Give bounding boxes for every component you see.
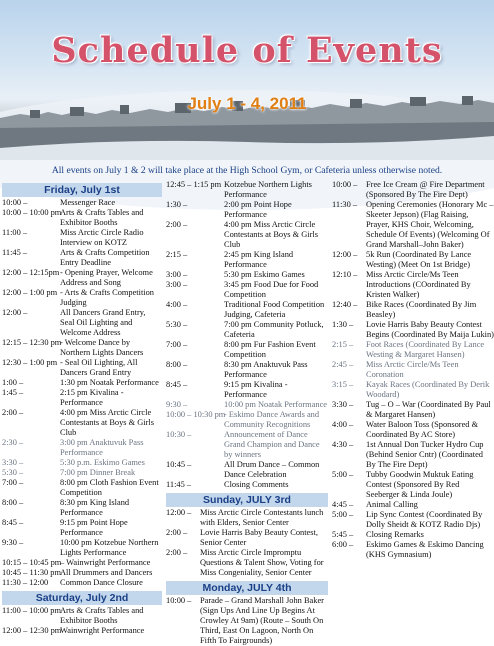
monday-events bbox=[166, 596, 328, 646]
entry-description: Bike Races (Coordinated By Jim Beasley) bbox=[366, 300, 477, 319]
entry-time: 10:15 – 10:45 pm bbox=[2, 558, 62, 567]
entry-description: Water Baloon Toss (Sponsored & Coordinated By AC Store) bbox=[366, 420, 479, 439]
entry-description: Lovie Harris Baby Beauty Contest, Senior Center bbox=[200, 528, 318, 547]
entry-time: 8:45 – bbox=[166, 380, 188, 389]
friday-events bbox=[2, 198, 162, 588]
schedule-entry bbox=[332, 300, 494, 320]
schedule-entry bbox=[332, 510, 494, 530]
schedule-entry bbox=[2, 498, 162, 518]
entry-description: Wainwright Performance bbox=[60, 626, 145, 635]
schedule-entry bbox=[332, 250, 494, 270]
schedule-entry bbox=[2, 228, 162, 248]
entry-time: 10:45 – bbox=[166, 460, 192, 469]
entry-description: 5:30 pm Eskimo Games bbox=[224, 270, 305, 279]
entry-time: 2:30 – bbox=[2, 438, 24, 447]
entry-description: Miss Arctic Circle/Ms Teen Coronation bbox=[366, 360, 459, 379]
entry-time: 2:00 – bbox=[166, 220, 188, 229]
entry-description: All Dancers Grand Entry, Seal Oil Lighting and Welcome Address bbox=[60, 308, 146, 337]
schedule-entry bbox=[2, 198, 162, 208]
schedule-entry bbox=[2, 208, 162, 228]
schedule-entry bbox=[166, 200, 328, 220]
entry-time: 5:30 – bbox=[166, 320, 188, 329]
entry-time: 11:30 – 12:00 bbox=[2, 578, 49, 587]
entry-time: 12:00 – 12:15pm bbox=[2, 268, 60, 277]
entry-time: 3:30 – bbox=[332, 400, 354, 409]
schedule-entry bbox=[332, 530, 494, 540]
entry-time: 1:45 – bbox=[2, 388, 24, 397]
schedule-entry bbox=[166, 280, 328, 300]
schedule-entry bbox=[166, 340, 328, 360]
schedule-entry bbox=[166, 400, 328, 410]
entry-description: 2:00 pm Point Hope Performance bbox=[224, 200, 292, 219]
entry-time: 7:00 – bbox=[166, 340, 188, 349]
entry-description: Common Dance Closure bbox=[60, 578, 143, 587]
page-title: Schedule of Events bbox=[51, 30, 443, 71]
entry-time: 11:00 – bbox=[2, 228, 28, 237]
entry-time: 10:00 – 10:30 pm bbox=[166, 410, 226, 419]
entry-time: 3:00 – bbox=[166, 280, 188, 289]
entry-time: 12:45 – 1:15 pm bbox=[166, 180, 222, 189]
entry-description: Miss Arctic Circle Radio Interview on KOTZ bbox=[60, 228, 144, 247]
location-notice: All events on July 1 & 2 will take place at the High School Gym, or Cafeteria unless otherwise noted. bbox=[51, 165, 443, 176]
entry-description: 4:00 pm Miss Arctic Circle Contestants at Boys & Girls Club bbox=[224, 220, 318, 249]
schedule-entry bbox=[166, 480, 328, 490]
entry-description: Lovie Harris Baby Beauty Contest Begins (Coordinated By Maija Lukin) bbox=[366, 320, 494, 339]
schedule-entry bbox=[166, 596, 328, 646]
entry-description: Kayak Races (Coordinated By Derik Woodard) bbox=[366, 380, 490, 399]
entry-description: Traditional Food Competition Judging, Cafeteria bbox=[224, 300, 325, 319]
schedule-entry bbox=[2, 568, 162, 578]
schedule-entry bbox=[332, 270, 494, 300]
entry-time: 6:00 – bbox=[332, 540, 354, 549]
entry-time: 5:00 – bbox=[332, 470, 354, 479]
entry-time: 7:00 – bbox=[2, 478, 24, 487]
schedule-entry bbox=[166, 360, 328, 380]
entry-time: 5:30 – bbox=[2, 468, 24, 477]
schedule-entry bbox=[2, 288, 162, 308]
entry-description: 8:00 pm Cloth Fashion Event Competition bbox=[60, 478, 159, 497]
schedule-entry bbox=[166, 250, 328, 270]
entry-description: Miss Arctic Circle Impromptu Questions & Talent Show, Voting for Miss Congeniality, Senior Center bbox=[200, 548, 324, 577]
schedule-entry bbox=[332, 180, 494, 200]
entry-time: 1:30 – bbox=[332, 320, 354, 329]
entry-time: 12:10 – bbox=[332, 270, 358, 279]
schedule-entry bbox=[2, 408, 162, 438]
sunday-events bbox=[166, 508, 328, 578]
schedule-entry bbox=[332, 380, 494, 400]
entry-time: 10:00 – 10:00 pm bbox=[2, 208, 62, 217]
entry-time: 4:45 – bbox=[332, 500, 354, 509]
entry-time: 12:00 – bbox=[332, 250, 358, 259]
entry-time: 10:00 – bbox=[332, 180, 358, 189]
entry-time: 1:30 – bbox=[166, 200, 188, 209]
schedule-entry bbox=[332, 500, 494, 510]
schedule-entry bbox=[166, 528, 328, 548]
entry-description: Arts & Crafts Competition Entry Deadline bbox=[60, 248, 150, 267]
entry-time: 4:00 – bbox=[166, 300, 188, 309]
schedule-entry bbox=[2, 558, 162, 568]
entry-time: 2:00 – bbox=[2, 408, 24, 417]
entry-time: 3:15 – bbox=[332, 380, 354, 389]
entry-description: – Wainwright Performance bbox=[60, 558, 151, 567]
entry-time: 11:45 – bbox=[2, 248, 28, 257]
day-heading-friday: Friday, July 1st bbox=[2, 183, 162, 197]
schedule-column-3 bbox=[332, 180, 494, 640]
entry-description: 4:00 pm Miss Arctic Circle Contestants at Boys & Girls Club bbox=[60, 408, 154, 437]
entry-description: Foot Races (Coordinated By Lance Westing & Margaret Hansen) bbox=[366, 340, 485, 359]
schedule-entry bbox=[2, 538, 162, 558]
schedule-entry bbox=[166, 548, 328, 578]
entry-time: 2:15 – bbox=[166, 250, 188, 259]
entry-description: All Drum Dance – Common Dance Celebration bbox=[224, 460, 320, 479]
entry-time: 9:30 – bbox=[2, 538, 24, 547]
schedule-entry bbox=[332, 340, 494, 360]
schedule-entry bbox=[2, 338, 162, 358]
entry-description: 10:00 pm Noatak Performance bbox=[224, 400, 328, 409]
schedule-entry bbox=[166, 220, 328, 250]
entry-time: 8:45 – bbox=[2, 518, 24, 527]
entry-description: Messenger Race bbox=[60, 198, 116, 207]
schedule-entry bbox=[166, 180, 328, 200]
entry-time: 3:30 – bbox=[2, 458, 24, 467]
schedule-entry bbox=[166, 300, 328, 320]
entry-description: Closing Remarks bbox=[366, 530, 424, 539]
schedule-entry bbox=[166, 460, 328, 480]
entry-time: 12:00 – bbox=[2, 308, 28, 317]
entry-description: 3:00 pm Anaktuvuk Pass Performance bbox=[60, 438, 144, 457]
schedule-entry bbox=[332, 320, 494, 340]
entry-description: Tubby Goodwin Muktuk Eating Contest (Sponsored By Red Seeberger & Linda Joule) bbox=[366, 470, 474, 499]
entry-time: 2:45 – bbox=[332, 360, 354, 369]
entry-description: - Seal Oil Lighting, All Dancers Grand Entry bbox=[60, 358, 138, 377]
schedule-entry bbox=[2, 606, 162, 626]
entry-time: 2:15 – bbox=[332, 340, 354, 349]
schedule-entry bbox=[2, 478, 162, 498]
entry-description: Arts & Crafts Tables and Exhibitor Booths bbox=[60, 606, 144, 625]
entry-description: Kotzebue Northern Lights Performance bbox=[224, 180, 312, 199]
saturday-events-continued bbox=[166, 180, 328, 490]
entry-time: 4:30 – bbox=[332, 440, 354, 449]
entry-time: 2:00 – bbox=[166, 528, 188, 537]
schedule-entry bbox=[2, 578, 162, 588]
schedule-entry bbox=[166, 380, 328, 400]
entry-description: - Welcome Dance by Northern Lights Dancers bbox=[60, 338, 144, 357]
schedule-entry bbox=[2, 248, 162, 268]
schedule-entry bbox=[2, 388, 162, 408]
entry-description: Announcement of Dance Grand Champion and Dance by winners bbox=[224, 430, 320, 459]
entry-time: 11:30 – bbox=[332, 200, 358, 209]
schedule-entry bbox=[166, 508, 328, 528]
schedule-column-1 bbox=[2, 180, 162, 640]
schedule-entry bbox=[2, 378, 162, 388]
entry-description: Closing Comments bbox=[224, 480, 289, 489]
schedule-entry bbox=[2, 358, 162, 378]
entry-time: 12:00 – 12:30 pm bbox=[2, 626, 62, 635]
entry-description: 7:00 pm Community Potluck, Cafeteria bbox=[224, 320, 324, 339]
entry-description: 9:15 pm Point Hope Performance bbox=[60, 518, 128, 537]
entry-time: 1:00 – bbox=[2, 378, 24, 387]
entry-description: 3:45 pm Food Due for Food Competition bbox=[224, 280, 319, 299]
entry-description: 5:30 p.m. Eskimo Games bbox=[60, 458, 145, 467]
header-banner bbox=[0, 0, 494, 160]
entry-time: 5:00 – bbox=[332, 510, 354, 519]
schedule-entry bbox=[2, 518, 162, 538]
schedule-entry bbox=[332, 540, 494, 560]
town-scenery-illustration bbox=[0, 0, 494, 160]
entry-time: 12:15 – 12:30 pm bbox=[2, 338, 62, 347]
entry-description: Free Ice Cream @ Fire Department (Sponsored By The Fire Dept) bbox=[366, 180, 485, 199]
entry-description: 8:00 pm Fur Fashion Event Competition bbox=[224, 340, 316, 359]
entry-description: 2:15 pm Kivalina - Performance bbox=[60, 388, 124, 407]
schedule-entry bbox=[166, 270, 328, 280]
entry-description: Miss Arctic Circle Contestants lunch with Elders, Senior Center bbox=[200, 508, 324, 527]
entry-description: 8:30 pm Anaktuvuk Pass Performance bbox=[224, 360, 308, 379]
schedule-entry bbox=[166, 430, 328, 460]
entry-description: Tug – O – War (Coordinated By Paul & Margaret Hansen) bbox=[366, 400, 491, 419]
entry-description: 2:45 pm King Island Performance bbox=[224, 250, 294, 269]
entry-time: 9:30 – bbox=[166, 400, 188, 409]
schedule-entry bbox=[166, 410, 328, 430]
entry-description: 1st Annual Don Tucker Hydro Cup (Behind Senior Cntr) (Coordinated By The Fire Dept) bbox=[366, 440, 484, 469]
schedule-entry bbox=[332, 440, 494, 470]
entry-time: 10:00 – bbox=[166, 596, 192, 605]
entry-time: 12:00 – bbox=[166, 508, 192, 517]
entry-description: Lip Sync Contest (Coordinated By Dolly Sheidt & KOTZ Radio Djs) bbox=[366, 510, 483, 529]
entry-description: All Drummers and Dancers bbox=[60, 568, 153, 577]
schedule-entry bbox=[2, 308, 162, 338]
entry-description: 1:30 pm Noatak Performance bbox=[60, 378, 159, 387]
entry-time: 3:00 – bbox=[166, 270, 188, 279]
entry-description: - Eskimo Dance Awards and Community Recognitions bbox=[224, 410, 320, 429]
schedule-entry bbox=[2, 626, 162, 636]
entry-description: 5k Run (Coordinated By Lance Westing) (Meet On 1st Bridge) bbox=[366, 250, 472, 269]
entry-time: 11:45 – bbox=[166, 480, 192, 489]
entry-description: 8:30 pm King Island Performance bbox=[60, 498, 130, 517]
entry-time: 8:00 – bbox=[166, 360, 188, 369]
entry-time: 10:45 – 11:30 pm bbox=[2, 568, 62, 577]
schedule-entry bbox=[2, 458, 162, 468]
entry-time: 12:40 – bbox=[332, 300, 358, 309]
entry-description: 9:15 pm Kivalina - Performance bbox=[224, 380, 288, 399]
entry-time: 11:00 – 10:00 pm bbox=[2, 606, 62, 615]
entry-time: 10:00 – bbox=[2, 198, 28, 207]
schedule-entry bbox=[2, 438, 162, 458]
entry-description: Eskimo Games & Eskimo Dancing (KHS Gymnasium) bbox=[366, 540, 484, 559]
entry-description: Arts & Crafts Tables and Exhibitor Booths bbox=[60, 208, 144, 227]
monday-events-continued bbox=[332, 180, 494, 560]
day-heading-sunday: Sunday, JULY 3rd bbox=[166, 493, 328, 507]
schedule-entry bbox=[166, 320, 328, 340]
entry-time: 8:00 – bbox=[2, 498, 24, 507]
entry-description: - Arts & Crafts Competition Judging bbox=[60, 288, 154, 307]
schedule-entry bbox=[332, 400, 494, 420]
schedule-entry bbox=[332, 420, 494, 440]
entry-description: Miss Arctic Circle/Ms Teen Introductions (COordinated By Kristen Walker) bbox=[366, 270, 471, 299]
schedule-column-2 bbox=[166, 180, 328, 645]
entry-time: 2:00 – bbox=[166, 548, 188, 557]
entry-time: 4:00 – bbox=[332, 420, 354, 429]
day-heading-monday: Monday, JULY 4th bbox=[166, 581, 328, 595]
event-dates: July 1 - 4, 2011 bbox=[187, 94, 307, 113]
schedule-entry bbox=[332, 470, 494, 500]
entry-time: 5:45 – bbox=[332, 530, 354, 539]
schedule-entry bbox=[332, 200, 494, 250]
entry-description: - Opening Prayer, Welcome Address and Song bbox=[60, 268, 153, 287]
entry-description: 10:00 pm Kotzebue Northern Lights Performance bbox=[60, 538, 159, 557]
schedule-entry bbox=[2, 268, 162, 288]
entry-description: 7:00 pm Dinner Break bbox=[60, 468, 136, 477]
entry-description: Parade – Grand Marshall John Baker (Sign Ups And Line Up Begins At Crowley At 9am) (Route – South On Third, East On Lagoon, North On Fifth To Fairgrounds) bbox=[200, 596, 324, 645]
day-heading-saturday: Saturday, July 2nd bbox=[2, 591, 162, 605]
schedule-entry bbox=[2, 468, 162, 478]
entry-time: 10:30 – bbox=[166, 430, 192, 439]
entry-time: 12:00 – 1:00 pm bbox=[2, 288, 58, 297]
entry-description: Animal Calling bbox=[366, 500, 418, 509]
saturday-events bbox=[2, 606, 162, 636]
schedule-entry bbox=[332, 360, 494, 380]
entry-description: Opening Ceremonies (Honorary Mc – Skeeter Jepson) (Flag Raising, Prayer, KHS Choir, Welcoming, Schedule Of Events) (Welcoming Of Grand Marshall–John Baker) bbox=[366, 200, 494, 249]
entry-time: 12:30 – 1:00 pm bbox=[2, 358, 58, 367]
